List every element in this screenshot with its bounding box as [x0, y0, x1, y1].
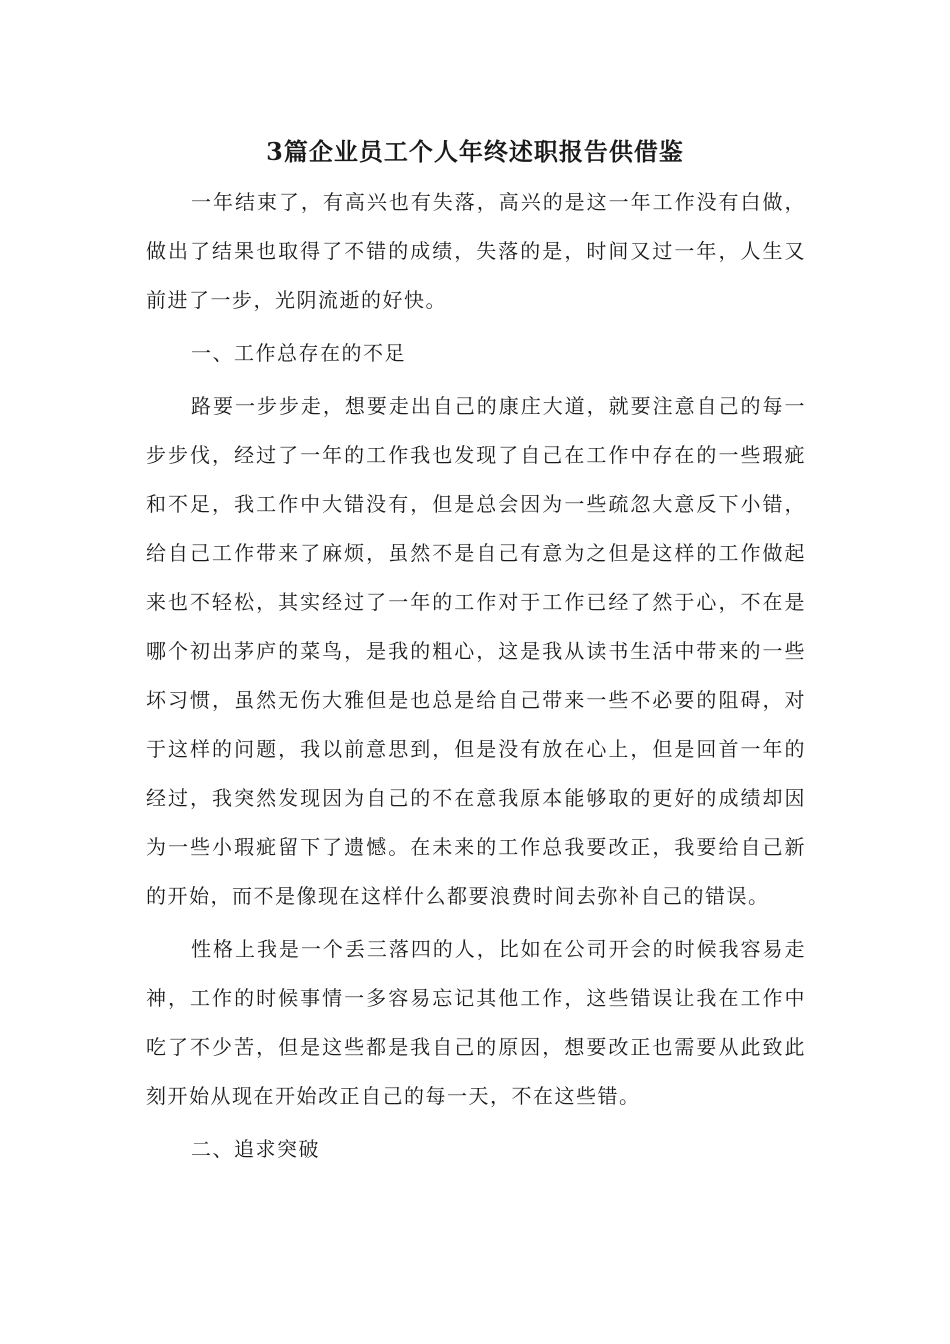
section-heading-shortcomings: 一、工作总存在的不足 [191, 341, 406, 365]
personality-paragraph: 性格上我是一个丢三落四的人，比如在公司开会的时候我容易走神，工作的时候事情一多容易忘记其他工作，这些错误让我在工作中吃了不少苦，但是这些都是我自己的原因，想要改正也需要从此致此刻开始从现在开始改正自己的每一天，不在这些错。 [146, 937, 806, 1108]
document-body [146, 178, 806, 1174]
shortcomings-paragraph: 路要一步步走，想要走出自己的康庄大道，就要注意自己的每一步步伐，经过了一年的工作我也发现了自己在工作中存在的一些瑕疵和不足，我工作中大错没有，但是总会因为一些疏忽大意反下小错，给自己工作带来了麻烦，虽然不是自己有意为之但是这样的工作做起来也不轻松，其实经过了一年的工作对于工作已经了然于心，不在是哪个初出茅庐的菜鸟，是我的粗心，这是我从读书生活中带来的一些坏习惯，虽然无伤大雅但是也总是给自己带来一些不必要的阻碍，对于这样的问题，我以前意思到，但是没有放在心上，但是回首一年的经过，我突然发现因为自己的不在意我原本能够取的更好的成绩却因为一些小瑕疵留下了遗憾。在未来的工作总我要改正，我要给自己新的开始，而不是像现在这样什么都要浪费时间去弥补自己的错误。 [146, 394, 806, 908]
document-title: 3篇企业员工个人年终述职报告供借鉴 [266, 137, 684, 166]
section-heading-breakthrough: 二、追求突破 [191, 1137, 320, 1161]
intro-paragraph: 一年结束了，有高兴也有失落，高兴的是这一年工作没有白做，做出了结果也取得了不错的成绩，失落的是，时间又过一年，人生又前进了一步，光阴流逝的好快。 [146, 190, 806, 312]
